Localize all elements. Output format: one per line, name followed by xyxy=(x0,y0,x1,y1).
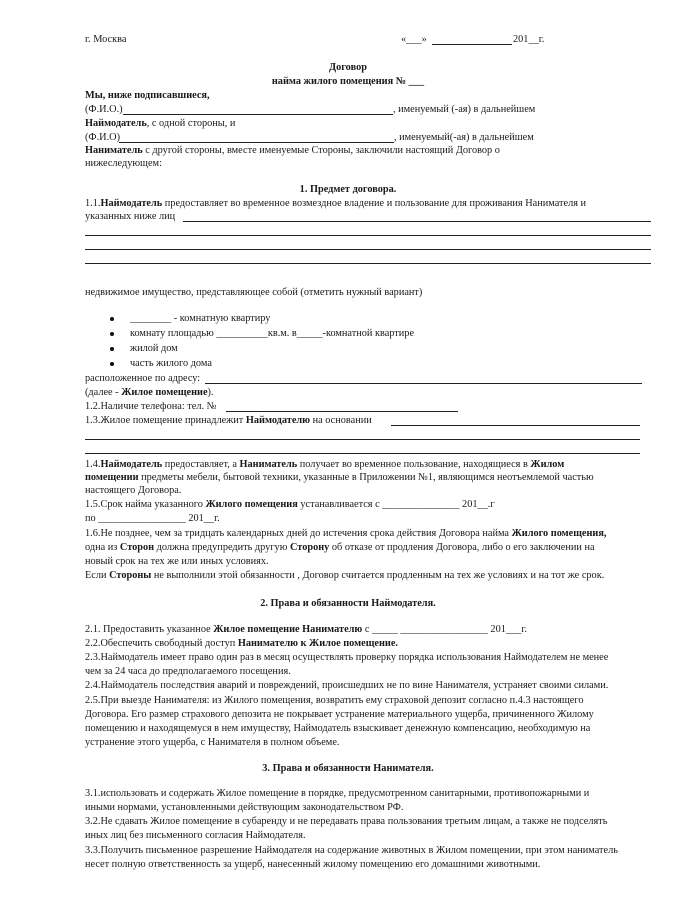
phone-blank xyxy=(226,411,458,412)
blank-line xyxy=(85,249,651,250)
doc-subtitle: найма жилого помещения № ___ xyxy=(271,76,425,87)
clause-2-5-line3: помещению и находящемуся в нем имуществу, Наймодатель взыскивает денежную компенсацию, необходимую на xyxy=(85,723,591,734)
doc-title: Договор xyxy=(329,62,367,73)
clause-2-3-line2: чем за 24 часа до предполагаемого посещения. xyxy=(85,666,291,677)
city: г. Москва xyxy=(85,34,127,45)
clause-1-4-line1: 1.4.Наймодатель предоставляет, а Наниматель получает во временное пользование, находящиеся в Жилом xyxy=(85,459,565,470)
address-label: расположенное по адресу: xyxy=(85,373,201,384)
fio1-blank xyxy=(123,114,393,115)
option-house-part: часть жилого дома xyxy=(130,358,212,369)
clause-1-6-line1: 1.6.Не позднее, чем за тридцать календарных дней до истечения срока действия Договора найма Жилого помещения, xyxy=(85,528,607,539)
fio2-label: (Ф.И.О) xyxy=(85,132,121,143)
option-house: жилой дом xyxy=(130,343,178,354)
blank-line xyxy=(85,439,640,440)
clause-2-5-line1: 2.5.При выезде Нанимателя: из Жилого помещения, возвратить ему страховой депозит согласно п.4.3 настоящего xyxy=(85,695,584,706)
clause-2-1: 2.1. Предоставить указанное Жилое помещение Нанимателю с _____ _________________ 201___г. xyxy=(85,624,527,635)
clause-1-5: 1.5.Срок найма указанного Жилого помещения устанавливается с _______________ 201__.г xyxy=(85,499,495,510)
tenant-line-2: нижеследующем: xyxy=(85,158,162,169)
clause-3-1-line1: 3.1.использовать и содержать Жилое помещение в порядке, предусмотренном санитарными, противопожарными и xyxy=(85,788,590,799)
basis-blank xyxy=(391,425,640,426)
address-blank xyxy=(205,383,642,384)
option-room: комнату площадью __________кв.м. в_____-комнатной квартире xyxy=(130,328,415,339)
date-month-blank xyxy=(432,44,512,45)
clause-3-1-line2: иными нормами, установленными действующим законодательством РФ. xyxy=(85,802,404,813)
bullet-icon xyxy=(110,347,114,351)
realty-desc: недвижимое имущество, представляющее собой (отметить нужный вариант) xyxy=(85,287,423,298)
clause-3-2-line1: 3.2.Не сдавать Жилое помещение в субаренду и не передавать права пользования третьим лицам, а также не подселять xyxy=(85,816,608,827)
option-apartment: ________ - комнатную квартиру xyxy=(130,313,271,324)
bullet-icon xyxy=(110,332,114,336)
blank-line xyxy=(85,235,651,236)
clause-1-6-line4: Если Стороны не выполнили этой обязанности , Договор считается продленным на тех же условиях и на тот же срок. xyxy=(85,570,605,581)
blank-line xyxy=(183,221,651,222)
clause-1-2: 1.2.Наличие телефона: тел. № xyxy=(85,401,217,412)
clause-1-4-line3: настоящего Договора. xyxy=(85,485,182,496)
clause-1-6-line2: одна из Сторон должна предупредить другую Сторону об отказе от продления Договора, либо о его заключении на xyxy=(85,542,595,553)
blank-line xyxy=(85,263,651,264)
clause-1-5-line2: по _________________ 201__г. xyxy=(85,513,220,524)
date-year: 201__г. xyxy=(513,34,545,45)
landlord-line: Наймодатель, с одной стороны, и xyxy=(85,118,236,129)
fio2-suffix: , именуемый(-ая) в дальнейшем xyxy=(394,132,534,143)
tenant-line: Наниматель с другой стороны, вместе именуемые Стороны, заключили настоящий Договор о xyxy=(85,145,500,156)
clause-1-3: 1.3.Жилое помещение принадлежит Наймодателю на основании xyxy=(85,415,372,426)
clause-1-1-line2: указанных ниже лиц xyxy=(85,211,176,222)
parties-intro: Мы, ниже подписавшиеся, xyxy=(85,90,210,101)
bullet-icon xyxy=(110,362,114,366)
section3-heading: 3. Права и обязанности Нанимателя. xyxy=(262,763,434,774)
clause-2-2: 2.2.Обеспечить свободный доступ Нанимателю к Жилое помещение. xyxy=(85,638,398,649)
clause-3-3-line1: 3.3.Получить письменное разрешение Наймодателя на содержание животных в Жилом помещении, при этом наниматель xyxy=(85,845,618,856)
clause-2-3-line1: 2.3.Наймодатель имеет право один раз в месяц осуществлять проверку порядка использования Наймодателем не менее xyxy=(85,652,609,663)
fio1-label: (Ф.И.О.) xyxy=(85,104,123,115)
fio2-blank xyxy=(119,142,394,143)
clause-3-2-line2: иных лиц без письменного согласия Наймодателя. xyxy=(85,830,306,841)
clause-2-4: 2.4.Наймодатель последствия аварий и повреждений, происшедших не по вине Нанимателя, устраняет своими силами. xyxy=(85,680,609,691)
clause-1-1-line1: 1.1.Наймодатель предоставляет во временное возмездное владение и пользование для проживания Нанимателя и xyxy=(85,198,587,209)
clause-1-6-line3: новый срок на тех же или иных условиях. xyxy=(85,556,269,567)
clause-1-4-line2: помещении предметы мебели, бытовой техники, указанные в Приложении №1, являющимся неотъемлемой частью xyxy=(85,472,594,483)
bullet-icon xyxy=(110,317,114,321)
date-day: «___» xyxy=(401,34,427,45)
clause-2-5-line4: устранение этого ущерба, с Нанимателя в полном объеме. xyxy=(85,737,340,748)
blank-line xyxy=(85,453,640,454)
fio1-suffix: , именуемый (-ая) в дальнейшем xyxy=(393,104,536,115)
section2-heading: 2. Права и обязанности Наймодателя. xyxy=(260,598,436,609)
further-called: (далее - Жилое помещение). xyxy=(85,387,214,398)
clause-2-5-line2: Договора. Его размер страхового депозита не покрывает устранение материального ущерба, причиненного Жилому xyxy=(85,709,594,720)
section1-heading: 1. Предмет договора. xyxy=(299,184,397,195)
clause-3-3-line2: несет полную ответственность за ущерб, нанесенный жилому помещению его домашними животными. xyxy=(85,859,541,870)
